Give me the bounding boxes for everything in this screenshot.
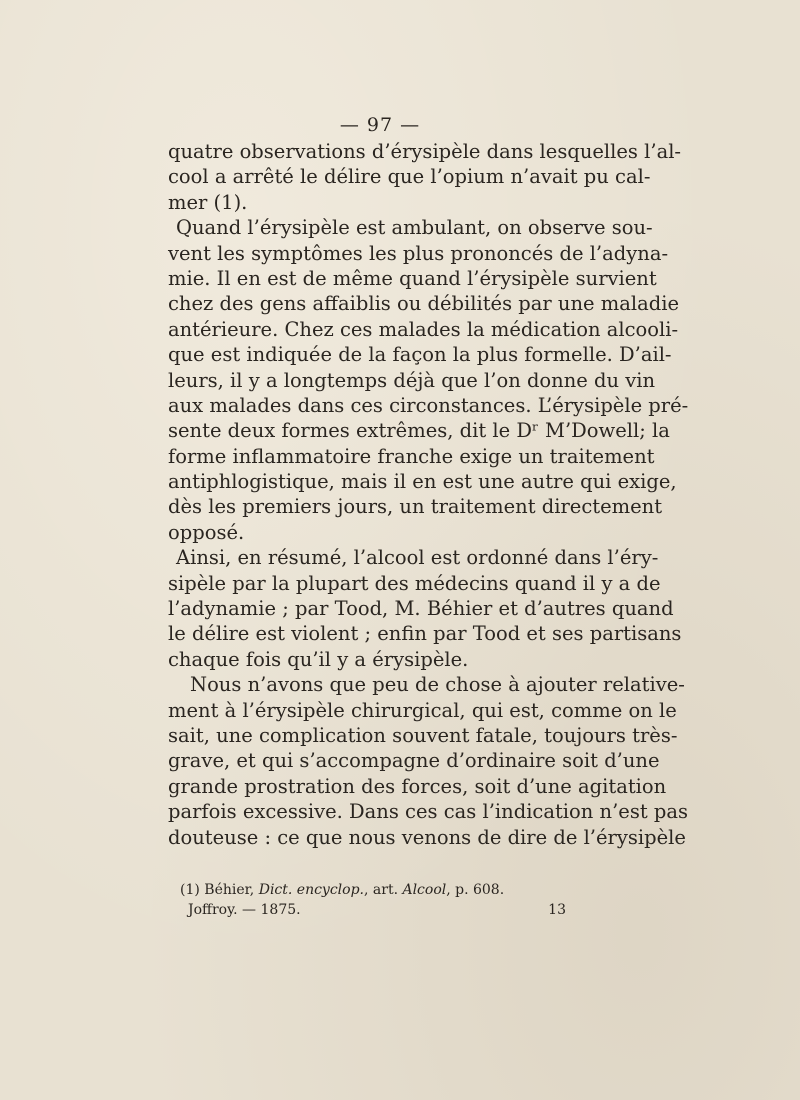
text-line: que est indiquée de la façon la plus formelle. D’ail- [168,343,672,367]
text-line: sipèle par la plupart des médecins quand il y a de [168,571,661,595]
body-text [168,139,689,850]
footnote-author: Béhier, [204,882,255,898]
text-line: chez des gens affaiblis ou débilités par une maladie [168,292,680,316]
text-line: Nous n’avons que peu de chose à ajouter relative- [190,673,685,697]
text-line: dès les premiers jours, un traitement directement [168,495,663,519]
footnote-article: Alcool [402,882,447,898]
text-line: parfois excessive. Dans ces cas l’indication n’est pas [168,800,688,824]
text-line: cool a arrêté le délire que l’opium n’avait pu cal- [168,165,651,189]
page-number: — 97 — [339,114,421,136]
footnote-marker: (1) [180,882,200,898]
text-line: mie. Il en est de même quand l’érysipèle survient [168,266,657,290]
text-line: vent les symptômes les plus prononcés de l’adyna- [168,241,669,265]
footnote-pages: , p. 608. [446,882,505,898]
text-line: antérieure. Chez ces malades la médication alcooli- [168,317,679,341]
text-line: opposé. [168,520,245,544]
footnote-block [180,880,570,920]
text-line: le délire est violent ; enfin par Tood et ses partisans [168,622,682,646]
text-line: l’adynamie ; par Tood, M. Béhier et d’autres quand [168,597,674,621]
text-line: grande prostration des forces, soit d’une agitation [168,774,667,798]
text-line: antiphlogistique, mais il en est une autre qui exige, [168,470,677,494]
text-line: leurs, il y a longtemps déjà que l’on donne du vin [168,368,656,392]
text-line: mer (1). [168,190,248,214]
text-line: douteuse : ce que nous venons de dire de l’érysipèle [168,825,686,849]
signature-row [180,900,566,920]
text-line: sait, une complication souvent fatale, toujours très- [168,723,678,747]
text-line: Ainsi, en résumé, l’alcool est ordonné dans l’éry- [176,546,659,570]
footnote-work: Dict. encyclop. [258,882,364,898]
text-line: Quand l’érysipèle est ambulant, on observe sou- [176,216,653,240]
text-line: quatre observations d’érysipèle dans lesquelles l’al- [168,140,682,163]
text-line: chaque fois qu’il y a érysipèle. [168,647,469,671]
footnote-article-prefix: , art. [364,882,399,898]
text-line: ment à l’érysipèle chirurgical, qui est, comme on le [168,698,677,722]
signature-author-year: Joffroy. — 1875. [188,902,301,918]
text-line: forme inflammatoire franche exige un traitement [168,444,655,468]
text-line: grave, et qui s’accompagne d’ordinaire soit d’une [168,749,660,773]
signature-sheet-number: 13 [548,902,566,918]
text-line: aux malades dans ces circonstances. L’érysipèle pré- [168,393,689,417]
text-line: sente deux formes extrêmes, dit le Dʳ M’Dowell; la [168,419,670,443]
footnote [180,880,570,900]
